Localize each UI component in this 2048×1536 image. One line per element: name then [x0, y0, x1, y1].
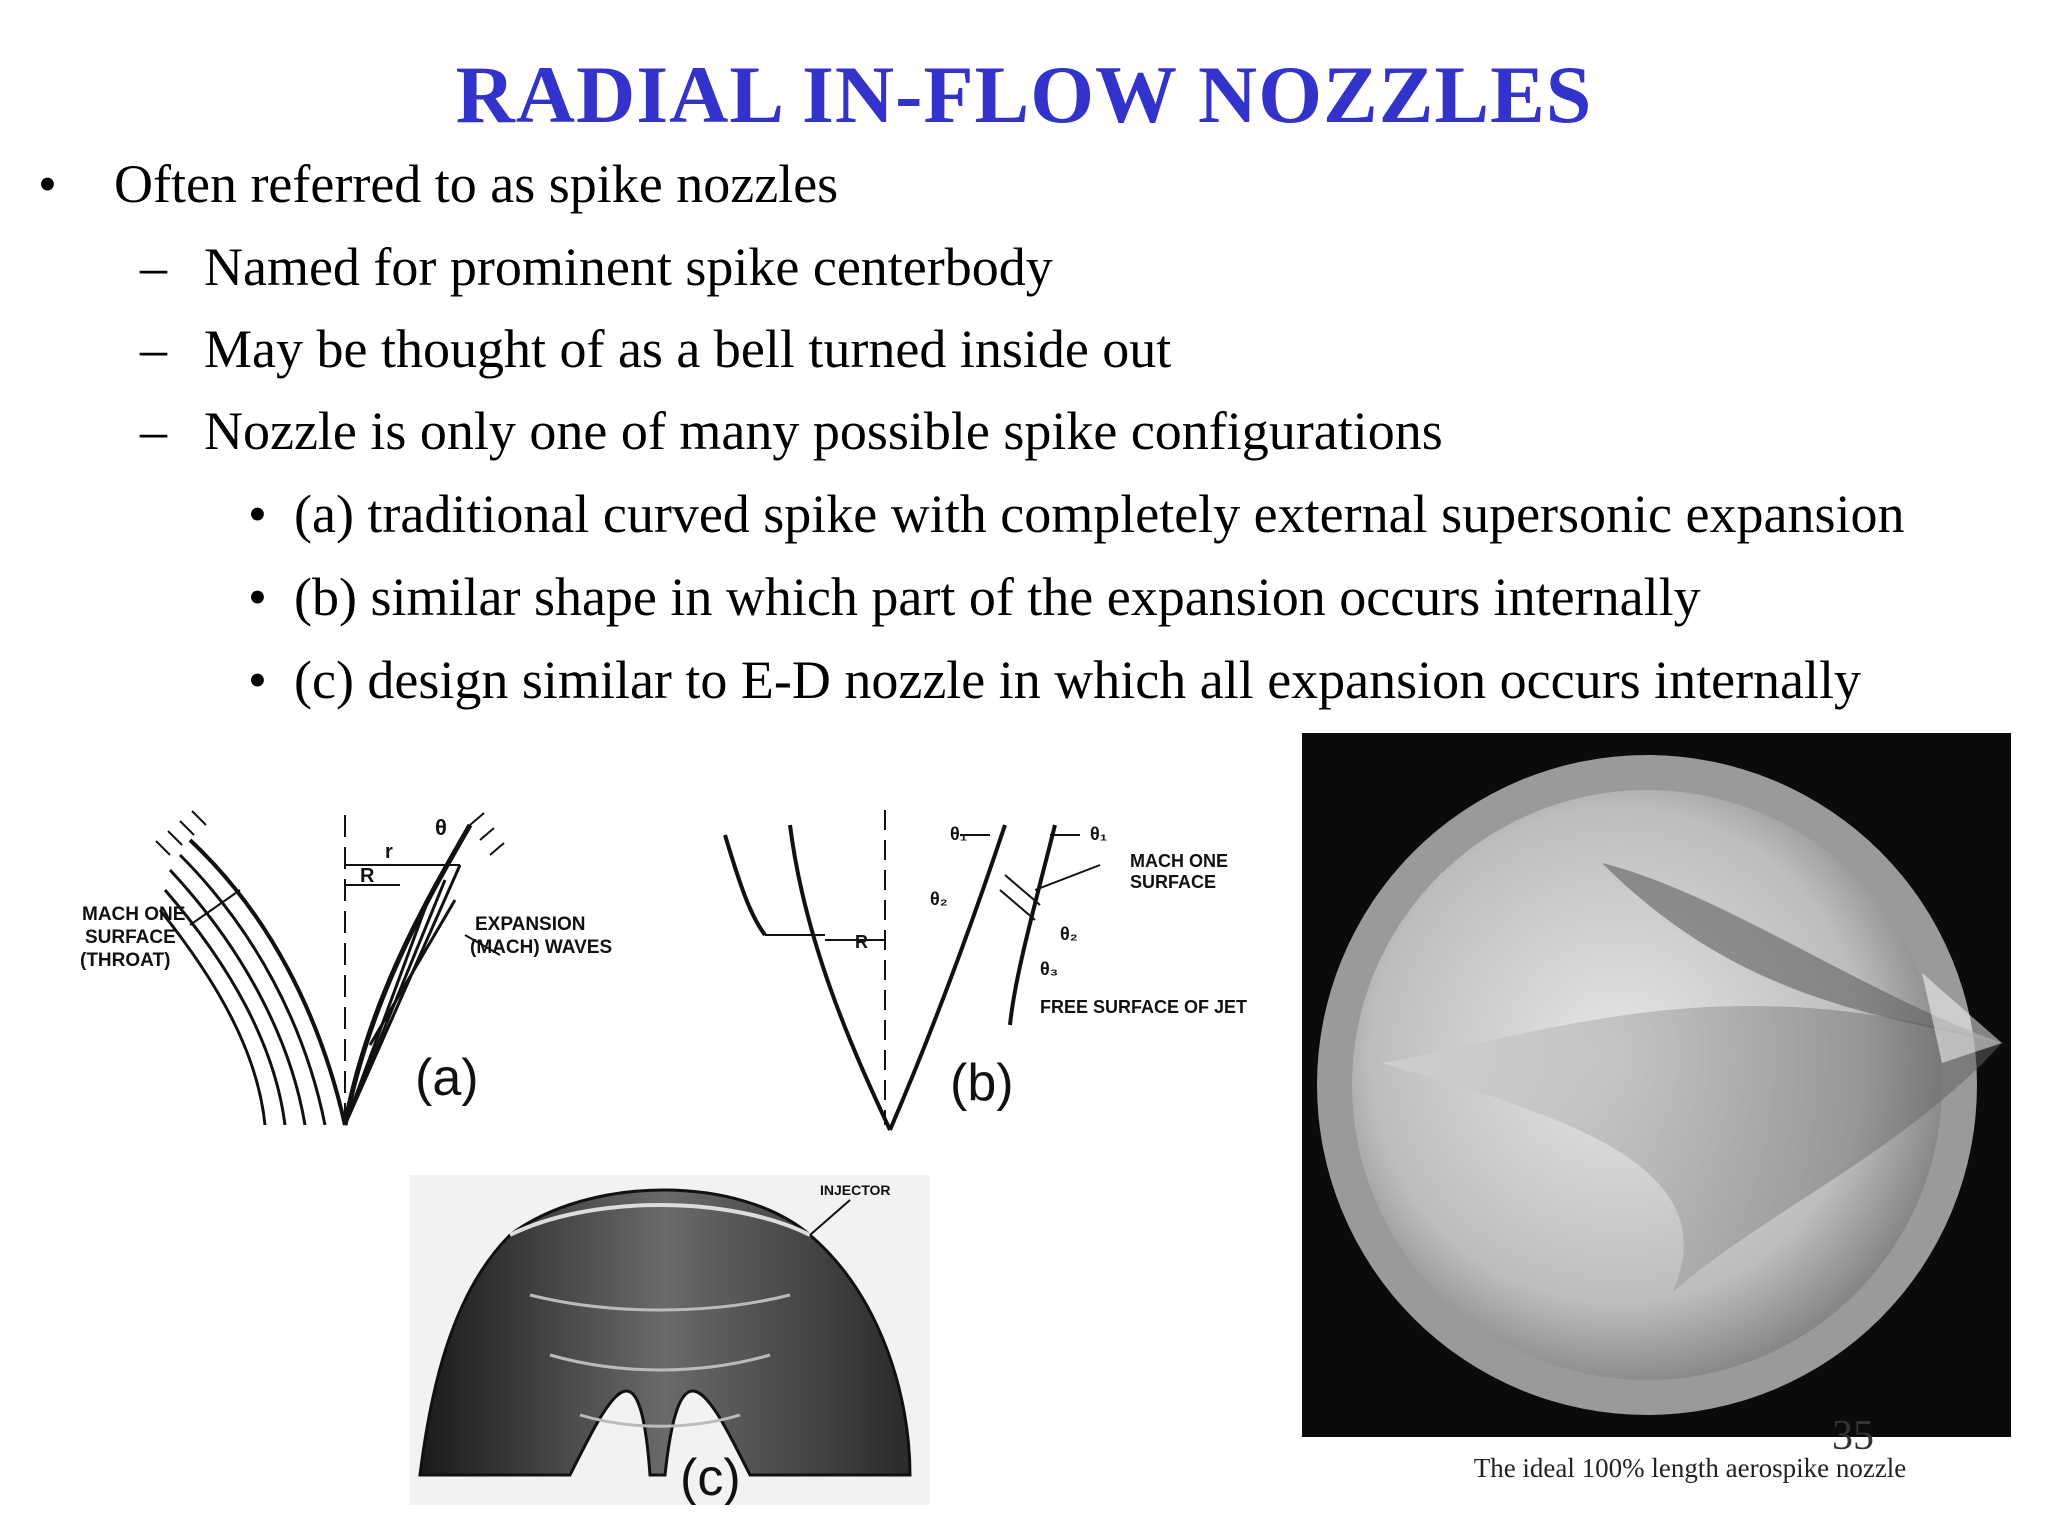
figure-b-theta1-left: θ₁ [950, 824, 968, 844]
sub-bullet-3 [140, 401, 1443, 461]
figure-a-r-lower: R [360, 865, 375, 887]
figure-a-theta: θ [435, 815, 447, 840]
bullet-glyph: • [248, 484, 267, 544]
figure-a-label: (a) [415, 1049, 479, 1107]
subsub-bullet-text: (b) similar shape in which part of the expansion occurs internally [294, 567, 1701, 627]
sub-bullet-1 [140, 237, 1053, 297]
figure-a-mach-one-line1: MACH ONE [82, 904, 186, 925]
subsub-bullet-c [248, 650, 1862, 710]
sub-bullet-text: Named for prominent spike centerbody [204, 237, 1053, 297]
figure-b-theta2-right: θ₂ [1060, 924, 1078, 944]
figure-b-mach-one-line1: MACH ONE [1130, 851, 1228, 871]
figure-c-label: (c) [680, 1449, 741, 1505]
figure-b-free-surface: FREE SURFACE OF JET [1040, 997, 1248, 1017]
dash-glyph: – [140, 319, 167, 379]
figure-a-mach-one-line3: (THROAT) [80, 950, 171, 971]
figure-a-r-upper: r [385, 841, 393, 863]
slide-title: RADIAL IN-FLOW NOZZLES [455, 49, 1593, 140]
bullet-glyph: • [248, 567, 267, 627]
dash-glyph: – [140, 401, 167, 461]
subsub-bullet-b [248, 567, 1701, 627]
figure-c-injector-label: INJECTOR [820, 1182, 891, 1198]
aerospike-caption: The ideal 100% length aerospike nozzle [1473, 1453, 1907, 1483]
figure-b-spike-nozzle-diagram [705, 795, 1285, 1145]
subsub-bullet-a [248, 484, 1905, 544]
sub-bullet-2 [140, 319, 1172, 379]
figure-b-theta2-left: θ₂ [930, 889, 948, 909]
dash-glyph: – [140, 237, 167, 297]
bullet-text: Often referred to as spike nozzles [114, 154, 839, 214]
page-number: 35 [1832, 1413, 1874, 1459]
bullet-glyph: • [38, 154, 57, 214]
subsub-bullet-text: (a) traditional curved spike with completely external supersonic expansion [294, 484, 1905, 544]
figure-b-theta1-right: θ₁ [1090, 824, 1108, 844]
figure-b-label: (b) [950, 1054, 1014, 1112]
bullet-glyph: • [248, 650, 267, 710]
figure-c-internal-spike-nozzle [410, 1175, 930, 1505]
subsub-bullet-text: (c) design similar to E-D nozzle in which all expansion occurs internally [294, 650, 1862, 710]
figure-a-spike-nozzle-diagram [70, 795, 670, 1145]
figure-b-r: R [855, 932, 868, 952]
figure-a-mach-one-line2: SURFACE [85, 927, 176, 948]
sub-bullet-text: May be thought of as a bell turned inside out [204, 319, 1172, 379]
figure-b-mach-one-line2: SURFACE [1130, 872, 1217, 892]
figure-a-expansion-line2: (MACH) WAVES [470, 937, 613, 958]
figure-a-expansion-line1: EXPANSION [475, 914, 586, 935]
bullet-main [38, 154, 839, 214]
aerospike-nozzle-rendering [1302, 733, 2011, 1437]
figure-b-theta3: θ₃ [1040, 959, 1059, 979]
sub-bullet-text: Nozzle is only one of many possible spike configurations [204, 401, 1443, 461]
